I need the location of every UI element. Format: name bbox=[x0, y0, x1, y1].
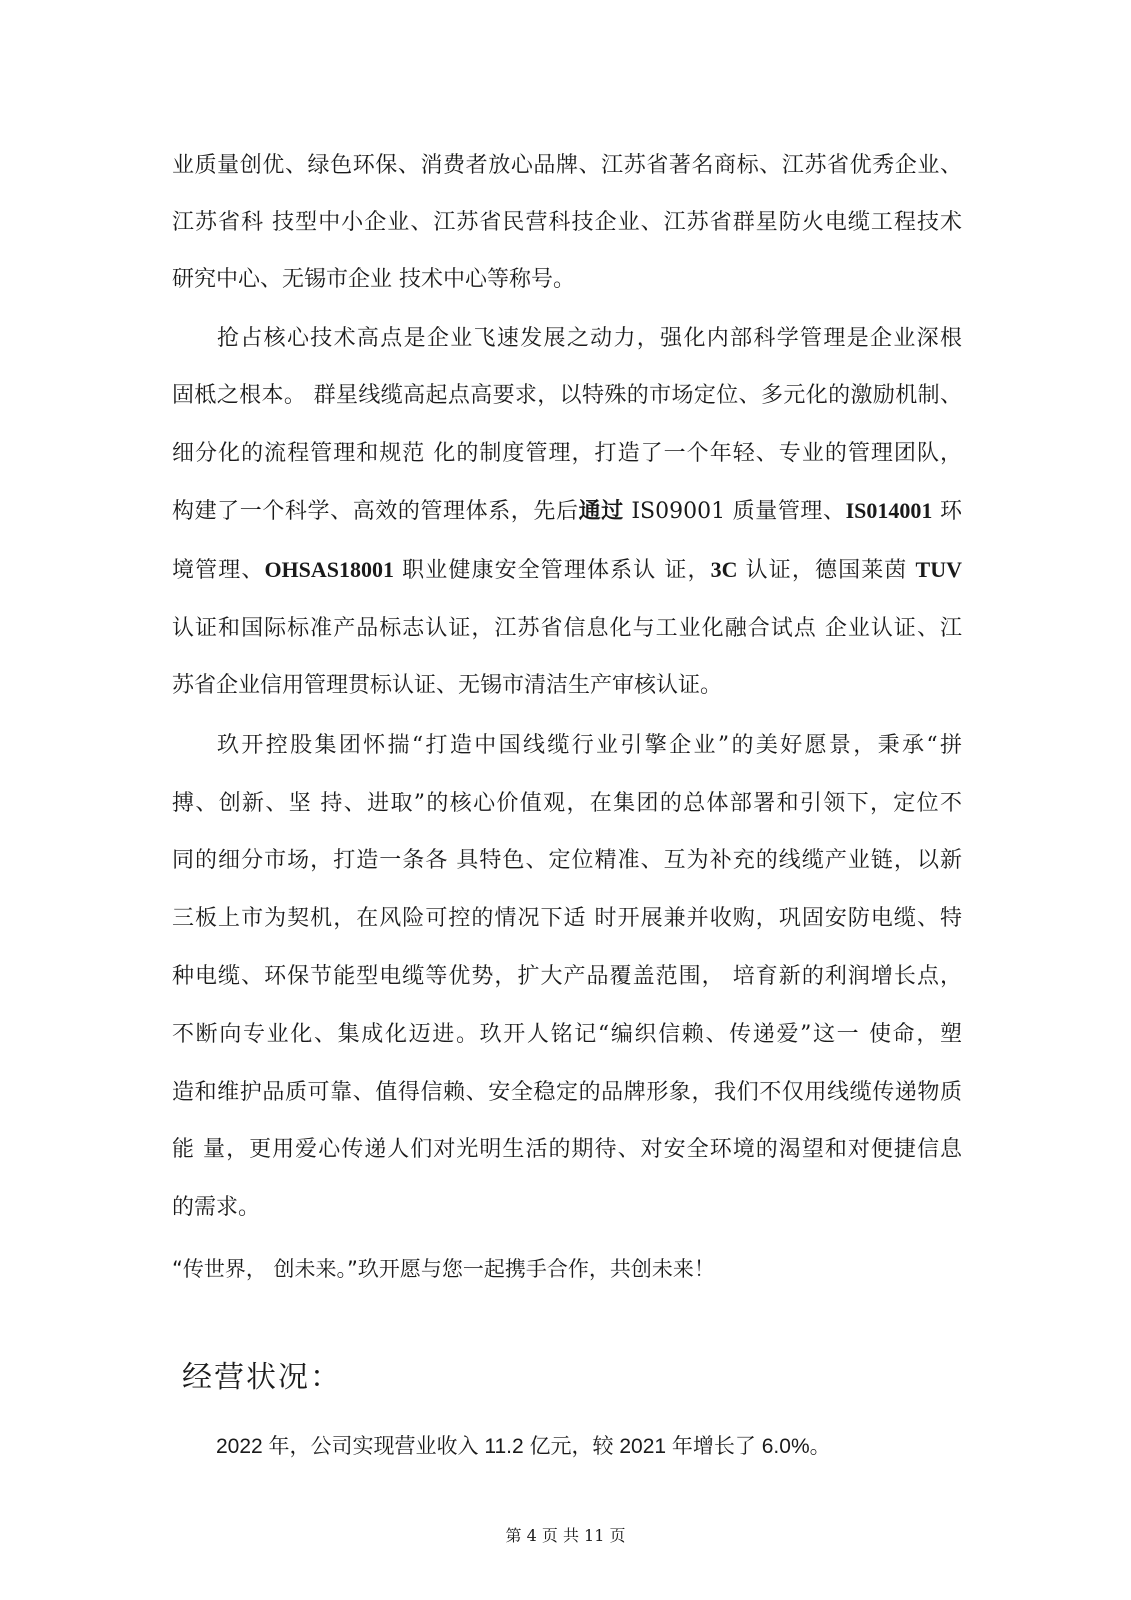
paragraph-1-line-1: 业质量创优、绿色环保、消费者放心品牌、江苏省著名商标、江苏省优秀企业、 bbox=[172, 153, 962, 178]
paragraph-2-line-6: 认证和国际标准产品标志认证，江苏省信息化与工业化融合试点 企业认证、江 bbox=[172, 616, 962, 641]
text-run: 环 bbox=[932, 499, 962, 524]
paragraph-2-line-2: 固柢之根本。 群星线缆高起点高要求，以特殊的市场定位、多元化的激励机制、 bbox=[172, 383, 962, 408]
paragraph-2-line-3: 细分化的流程管理和规范 化的制度管理，打造了一个年轻、专业的管理团队， bbox=[172, 441, 962, 466]
paragraph-3-line-9: 的需求。 bbox=[172, 1195, 261, 1220]
bold-text-run: 3C bbox=[710, 557, 738, 582]
slogan-line: “传世界， 创未来。”玖开愿与您一起携手合作，共创未来！ bbox=[172, 1257, 715, 1281]
paragraph-3-line-6: 不断向专业化、集成化迈进。玖开人铭记“编织信赖、传递爱”这一 使命，塑 bbox=[172, 1022, 962, 1047]
paragraph-3-line-5: 种电缆、环保节能型电缆等优势，扩大产品覆盖范围， 培育新的利润增长点， bbox=[172, 964, 962, 989]
paragraph-1-line-2: 江苏省科 技型中小企业、江苏省民营科技企业、江苏省群星防火电缆工程技术 bbox=[172, 210, 962, 235]
paragraph-3-line-3: 同的细分市场，打造一条各 具特色、定位精准、互为补充的线缆产业链，以新 bbox=[172, 848, 962, 873]
text-run: 职业健康安全管理体系认 证， bbox=[394, 558, 711, 583]
paragraph-3-line-7: 造和维护品质可靠、值得信赖、安全稳定的品牌形象，我们不仅用线缆传递物质 bbox=[172, 1080, 962, 1105]
section-heading: 经营状况： bbox=[182, 1360, 342, 1395]
bold-text-run: TUV bbox=[915, 557, 962, 582]
bold-text-run: IS014001 bbox=[845, 498, 933, 523]
text-run: 构建了一个科学、高效的管理体系，先后 bbox=[172, 499, 579, 524]
bold-text-run: 通过 bbox=[578, 498, 624, 523]
paragraph-2-line-7: 苏省企业信用管理贯标认证、无锡市清洁生产审核认证。 bbox=[172, 673, 723, 698]
business-status-text: 2022 年，公司实现营业收入 11.2 亿元，较 2021 年增长了 6.0%。 bbox=[216, 1435, 831, 1458]
bold-text-run: OHSAS18001 bbox=[264, 557, 395, 582]
text-run: 认证，德国莱茵 bbox=[737, 558, 916, 583]
paragraph-2-line-4 bbox=[172, 496, 962, 527]
text-run: IS09001 质量管理、 bbox=[623, 499, 846, 524]
paragraph-3-line-1: 玖开控股集团怀揣“打造中国线缆行业引擎企业”的美好愿景，秉承“拼 bbox=[217, 733, 962, 758]
paragraph-3-line-8: 能 量，更用爱心传递人们对光明生活的期待、对安全环境的渴望和对便捷信息 bbox=[172, 1137, 962, 1162]
paragraph-3-line-4: 三板上市为契机，在风险可控的情况下适 时开展兼并收购，巩固安防电缆、特 bbox=[172, 906, 962, 931]
paragraph-2-line-5 bbox=[172, 555, 962, 586]
paragraph-2-line-1: 抢占核心技术高点是企业飞速发展之动力，强化内部科学管理是企业深根 bbox=[217, 326, 962, 351]
paragraph-3-line-2: 搏、创新、坚 持、进取”的核心价值观，在集团的总体部署和引领下，定位不 bbox=[172, 791, 962, 816]
page-footer: 第 4 页 共 11 页 bbox=[505, 1526, 626, 1545]
paragraph-1-line-3: 研究中心、无锡市企业 技术中心等称号。 bbox=[172, 267, 575, 292]
text-run: 境管理、 bbox=[172, 558, 265, 583]
